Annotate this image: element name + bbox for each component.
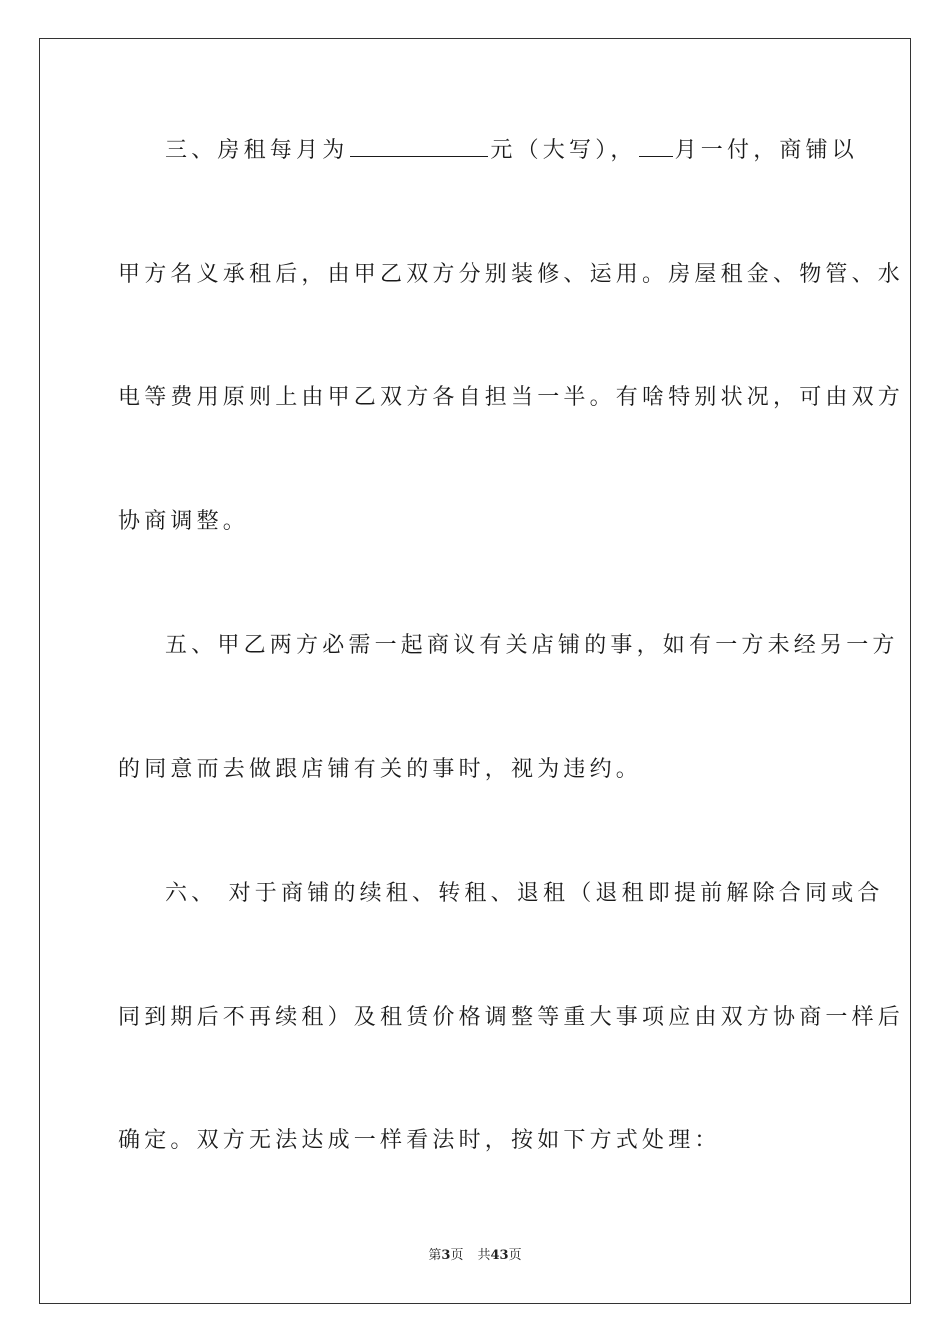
page-frame bbox=[39, 38, 911, 1304]
clause-3-line-2: 甲方名义承租后，由甲乙双方分别装修、运用。房屋租金、物管、水 bbox=[118, 262, 905, 287]
rent-amount-blank bbox=[350, 138, 488, 157]
page-prefix: 第 bbox=[428, 1248, 442, 1263]
clause-5-line-1: 五、甲乙两方必需一起商议有关店铺的事，如有一方未经另一方 bbox=[165, 633, 899, 658]
clause-5-line-2: 的同意而去做跟店铺有关的事时，视为违约。 bbox=[118, 757, 643, 782]
clause-3-text-a: 三、房租每月为 bbox=[165, 138, 349, 163]
total-suffix: 页 bbox=[508, 1248, 522, 1263]
clause-6-line-1: 六、 对于商铺的续租、转租、退租（退租即提前解除合同或合 bbox=[165, 881, 884, 906]
total-prefix: 共 bbox=[477, 1248, 491, 1263]
clause-3-text-c: 月一付，商铺以 bbox=[674, 138, 859, 163]
page-suffix: 页 bbox=[450, 1248, 464, 1263]
clause-6-line-3: 确定。双方无法达成一样看法时，按如下方式处理： bbox=[118, 1128, 721, 1153]
payment-period-blank bbox=[639, 138, 673, 157]
clause-3-line-4: 协商调整。 bbox=[118, 509, 250, 534]
clause-3-text-b: 元（大写）， bbox=[490, 138, 637, 163]
total-pages: 43 bbox=[490, 1248, 509, 1263]
clause-6-line-2: 同到期后不再续租）及租赁价格调整等重大事项应由双方协商一样后 bbox=[118, 1005, 905, 1030]
page-number: 3 bbox=[441, 1248, 451, 1263]
clause-3-line-3: 电等费用原则上由甲乙双方各自担当一半。有啥特别状况，可由双方 bbox=[118, 385, 905, 410]
page-footer bbox=[0, 1247, 950, 1265]
clause-3-line-1 bbox=[165, 136, 859, 166]
